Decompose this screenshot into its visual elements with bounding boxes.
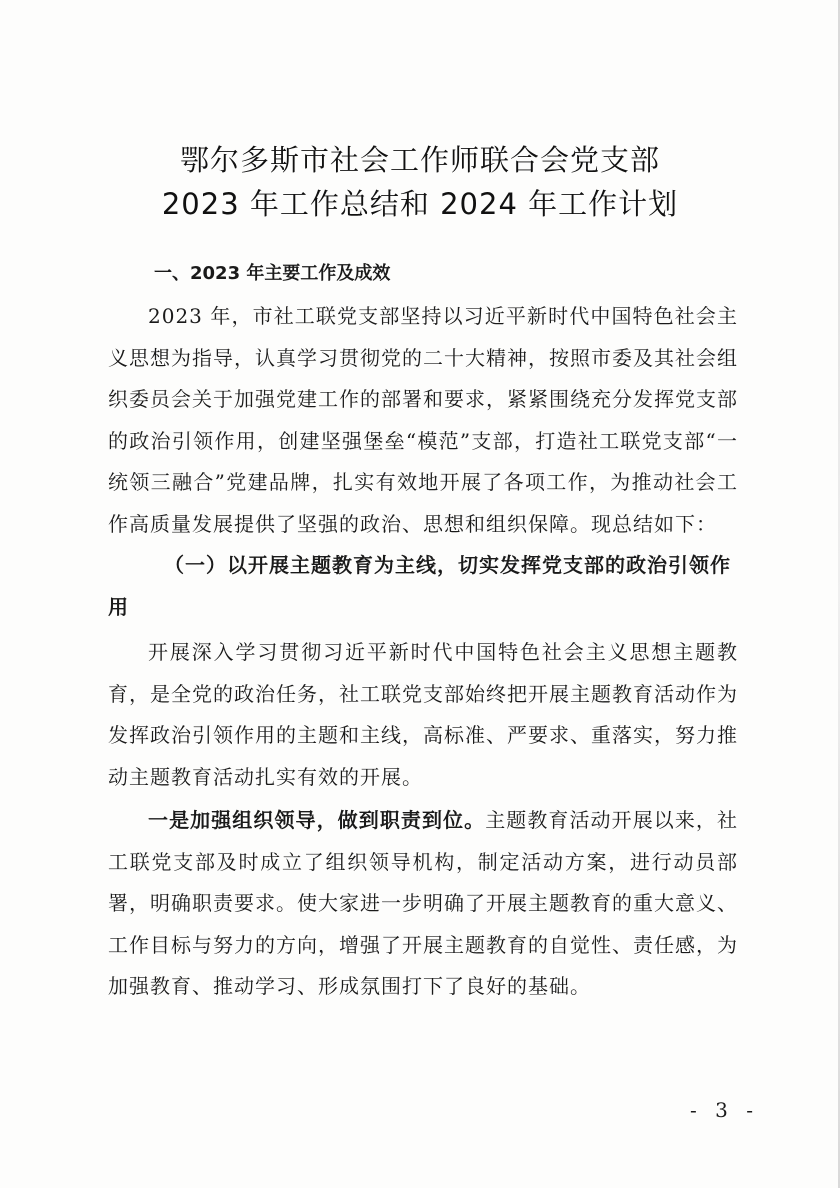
subsection-heading-1: （一）以开展主题教育为主线，切实发挥党支部的政治引领作用 (108, 553, 731, 619)
document-body (108, 254, 738, 1008)
title-line-1: 鄂尔多斯市社会工作师联合会党支部 (179, 143, 660, 177)
paragraph-2: 开展深入学习贯彻习近平新时代中国特色社会主义思想主题教育，是全党的政治任务，社工联党支部始终把开展主题教育活动作为发挥政治引领作用的主题和主线，高标准、严要求、重落实，努力推动主题教育活动扎实有效的开展。 (108, 640, 738, 789)
paragraph-3-body: 主题教育活动开展以来，社工联党支部及时成立了组织领导机构，制定活动方案，进行动员部署，明确职责要求。使大家进一步明确了开展主题教育的重大意义、工作目标与努力的方向，增强了开展主题教育的自觉性、责任感，为加强教育、推动学习、形成氛围打下了良好的基础。 (108, 808, 739, 998)
document-title (110, 138, 730, 226)
page-number: - 3 - (690, 1098, 759, 1122)
paragraph-3-lead: 一是加强组织领导，做到职责到位。 (148, 808, 486, 832)
title-line-2: 2023 年工作总结和 2024 年工作计划 (161, 187, 679, 221)
paragraph-3 (108, 800, 738, 1008)
section-heading-1: 一、2023 年主要工作及成效 (154, 263, 391, 284)
paragraph-1: 2023 年，市社工联党支部坚持以习近平新时代中国特色社会主义思想为指导，认真学习贯彻党的二十大精神，按照市委及其社会组织委员会关于加强党建工作的部署和要求，紧紧围绕充分发挥党支部的政治引领作用，创建坚强堡垒“模范”支部，打造社工联党支部“一统领三融合”党建品牌，扎实有效地开展了各项工作，为推动社会工作高质量发展提供了坚强的政治、思想和组织保障。现总结如下： (108, 304, 738, 536)
